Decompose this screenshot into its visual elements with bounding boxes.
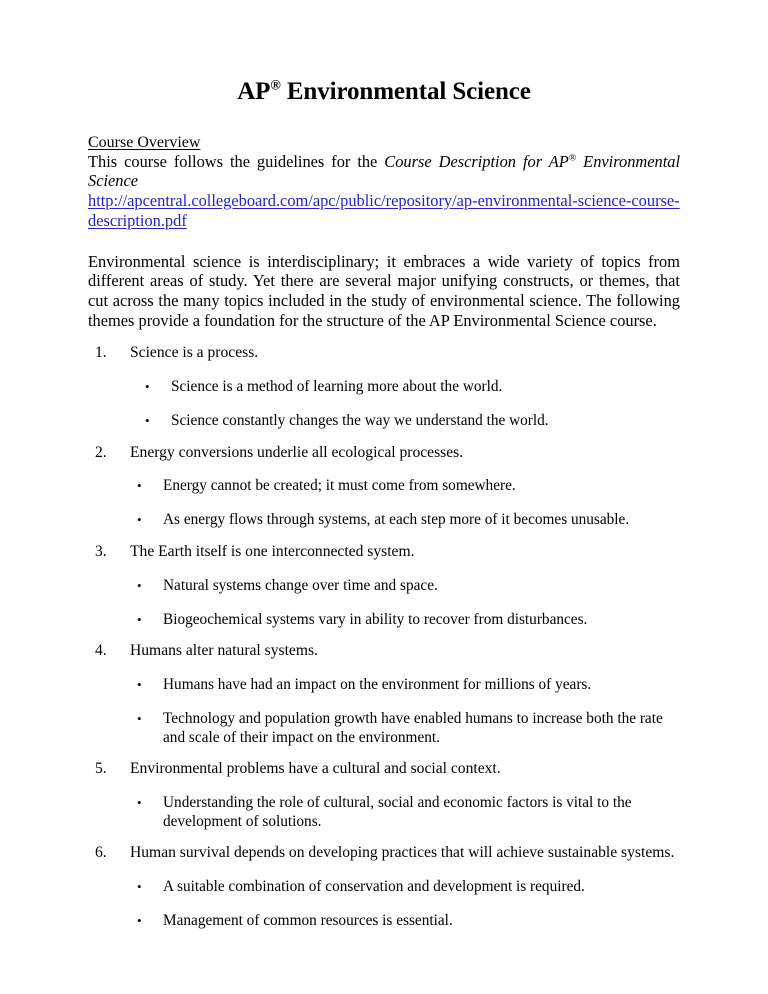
bullet-icon: • xyxy=(137,912,142,928)
list-item xyxy=(145,363,680,397)
theme-bullets xyxy=(88,863,680,931)
bullet-text: Science is a method of learning more about the world. xyxy=(171,377,503,395)
bullet-icon: • xyxy=(137,478,142,494)
page-title-ap: AP xyxy=(237,78,271,105)
list-item xyxy=(137,496,680,530)
bullet-text: Technology and population growth have enabled humans to increase both the rate and scale of their impact on the environment. xyxy=(163,710,663,746)
theme-item xyxy=(88,330,680,430)
theme-bullets xyxy=(88,462,680,530)
bullet-text: A suitable combination of conservation and development is required. xyxy=(163,878,585,896)
bullet-icon: • xyxy=(137,879,142,895)
page-title-rest: Environmental Science xyxy=(280,78,531,105)
theme-row xyxy=(88,831,680,863)
theme-text: Human survival depends on developing practices that will achieve sustainable systems. xyxy=(130,844,675,862)
bullet-text: Energy cannot be created; it must come from somewhere. xyxy=(163,477,516,495)
registered-mark-icon: ® xyxy=(568,152,577,164)
paragraph-spacer xyxy=(88,231,680,252)
bullet-text: Understanding the role of cultural, social and economic factors is vital to the development of solutions. xyxy=(163,794,632,830)
course-description-link-line-1[interactable]: http://apcentral.collegeboard.com/apc/public/repository/ap-environmental-science-course- xyxy=(88,190,680,210)
bullet-icon: • xyxy=(145,412,150,428)
themes-list xyxy=(88,330,680,930)
theme-item xyxy=(88,747,680,831)
course-overview-section xyxy=(88,134,680,231)
theme-item xyxy=(88,629,680,747)
bullet-icon: • xyxy=(137,611,142,627)
theme-number: 6. xyxy=(95,844,107,862)
bullet-text: Biogeochemical systems vary in ability to recover from disturbances. xyxy=(163,610,588,628)
course-overview-heading: Course Overview xyxy=(88,133,201,151)
theme-number: 1. xyxy=(95,344,107,362)
course-description-title-b: Environmental Science xyxy=(88,151,680,191)
course-description-title-a: Course Description for AP xyxy=(384,151,569,171)
theme-number: 3. xyxy=(95,543,107,561)
theme-number: 2. xyxy=(95,443,107,461)
page-title xyxy=(88,78,680,106)
registered-mark-icon: ® xyxy=(270,78,281,94)
themes-intro-paragraph: Environmental science is interdisciplinary; it embraces a wide variety of topics from different areas of study. Yet there are several major unifying constructs, or themes, that cut across the many topics included in the study of environmental science. The following themes provide a foundation for the structure of the AP Environmental Science course. xyxy=(88,251,680,330)
theme-text: Environmental problems have a cultural and social context. xyxy=(130,760,501,778)
bullet-text: Humans have had an impact on the environment for millions of years. xyxy=(163,676,592,694)
theme-bullets xyxy=(88,779,680,831)
course-overview-intro xyxy=(88,152,680,191)
theme-row xyxy=(88,747,680,779)
list-item xyxy=(137,562,680,596)
theme-bullets xyxy=(88,562,680,630)
bullet-icon: • xyxy=(137,711,142,726)
theme-bullets xyxy=(88,363,680,431)
theme-text: Science is a process. xyxy=(130,344,259,362)
theme-item xyxy=(88,530,680,629)
theme-item xyxy=(88,831,680,930)
theme-text: Humans alter natural systems. xyxy=(130,642,318,660)
theme-text: The Earth itself is one interconnected system. xyxy=(130,543,415,561)
list-item xyxy=(145,397,680,431)
theme-row xyxy=(88,530,680,562)
intro-prefix-text: This course follows the guidelines for the xyxy=(88,151,385,171)
course-description-link[interactable] xyxy=(88,191,680,211)
theme-item xyxy=(88,431,680,530)
list-item xyxy=(137,596,680,630)
bullet-text: Natural systems change over time and space. xyxy=(163,576,438,594)
course-description-link-line-2[interactable]: description.pdf xyxy=(88,210,187,230)
theme-row xyxy=(88,431,680,463)
list-item xyxy=(137,779,680,831)
theme-number: 5. xyxy=(95,760,107,778)
bullet-icon: • xyxy=(137,512,142,528)
list-item xyxy=(137,695,680,747)
list-item xyxy=(137,462,680,496)
theme-row xyxy=(88,330,680,363)
bullet-icon: • xyxy=(145,378,150,394)
list-item xyxy=(137,661,680,695)
theme-row xyxy=(88,629,680,661)
bullet-icon: • xyxy=(137,677,142,693)
list-item xyxy=(137,897,680,931)
theme-text: Energy conversions underlie all ecological processes. xyxy=(130,443,464,461)
theme-number: 4. xyxy=(95,642,107,660)
bullet-icon: • xyxy=(137,577,142,593)
bullet-text: As energy flows through systems, at each step more of it becomes unusable. xyxy=(163,511,630,529)
bullet-text: Management of common resources is essential. xyxy=(163,911,453,929)
course-description-link-cont[interactable] xyxy=(88,211,680,231)
theme-bullets xyxy=(88,661,680,747)
bullet-icon: • xyxy=(137,795,142,811)
bullet-text: Science constantly changes the way we understand the world. xyxy=(171,411,549,429)
list-item xyxy=(137,863,680,897)
